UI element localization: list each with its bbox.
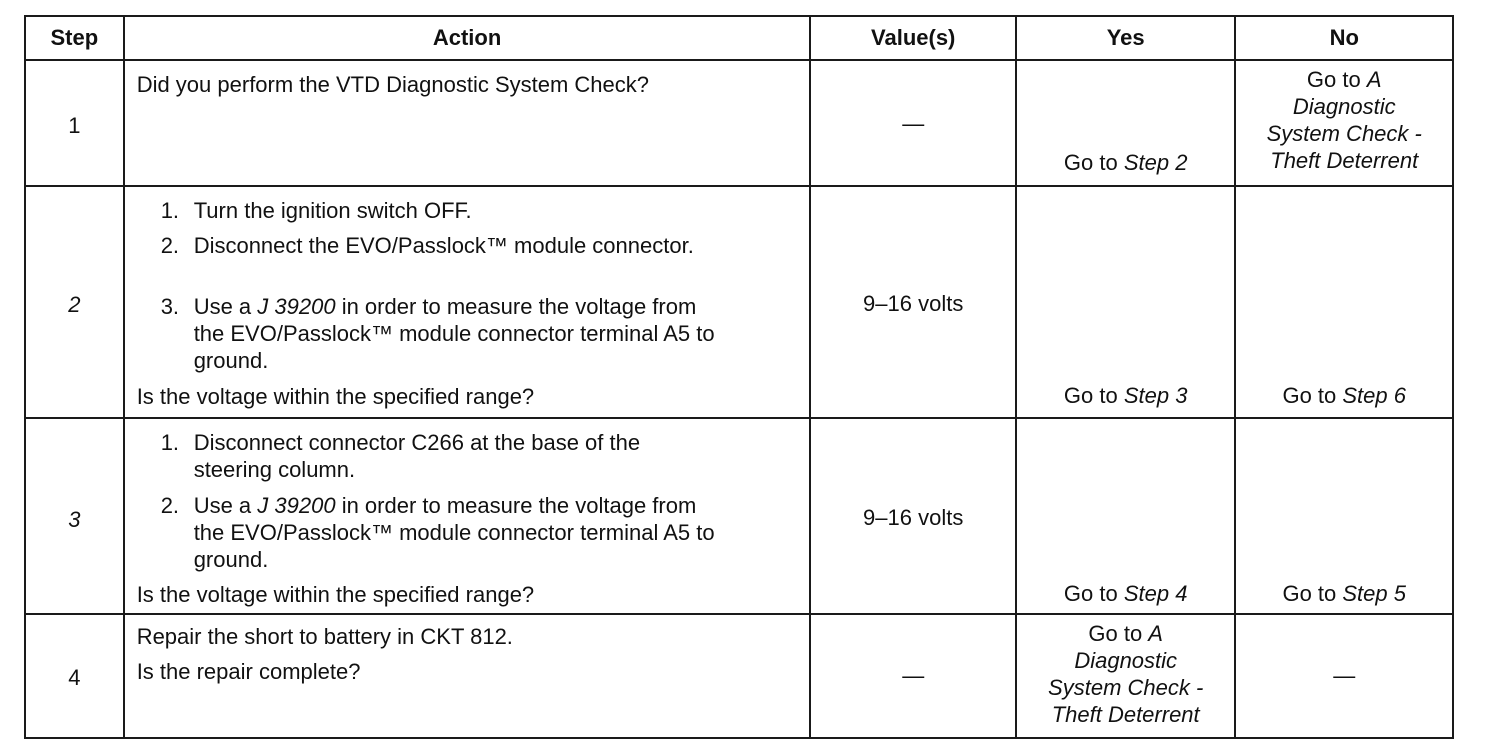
value-text: 9–16 volts [863, 291, 964, 316]
tool-ref: J 39200 [257, 294, 336, 319]
list-number: 2. [160, 233, 180, 258]
table-row-step-3 [25, 418, 1453, 614]
header-yes: Yes [1016, 16, 1236, 60]
value-text: — [902, 663, 925, 688]
header-values: Value(s) [810, 16, 1015, 60]
goto-target-line: Diagnostic [1292, 94, 1396, 119]
yes-goto-link[interactable] [1017, 620, 1235, 647]
goto-target: Step 3 [1123, 383, 1188, 408]
action-question: Is the repair complete? [136, 659, 361, 684]
yes-goto-link[interactable] [1017, 580, 1235, 607]
action-cell [124, 418, 811, 614]
table-row-step-4 [25, 614, 1453, 738]
yes-cell [1016, 418, 1236, 614]
value-cell [810, 60, 1015, 186]
step-number: 1 [68, 113, 81, 138]
list-number: 1. [160, 430, 180, 455]
goto-target-line: Theft Deterrent [1270, 148, 1419, 173]
goto-target: Step 4 [1123, 581, 1188, 606]
diagnostic-table [24, 15, 1454, 739]
step-number: 3 [68, 507, 81, 532]
action-question: Is the voltage within the specified range? [136, 384, 535, 409]
action-cell [124, 186, 811, 418]
no-cell [1235, 418, 1453, 614]
no-text: — [1333, 663, 1356, 688]
goto-target-line: System Check - [1266, 121, 1422, 146]
list-number: 3. [160, 294, 180, 319]
header-no: No [1235, 16, 1453, 60]
yes-cell [1016, 614, 1236, 738]
goto-prefix: Go to [1306, 67, 1367, 92]
value-text: 9–16 volts [863, 505, 964, 530]
goto-prefix: Go to [1063, 150, 1124, 175]
value-cell [810, 418, 1015, 614]
step-cell [25, 60, 124, 186]
list-text: Use a J 39200 in order to measure the voltage from [193, 493, 697, 518]
no-goto-link[interactable] [1236, 66, 1452, 93]
yes-cell [1016, 60, 1236, 186]
list-text-cont: ground. [193, 348, 269, 373]
action-cell [124, 60, 811, 186]
goto-target-line: System Check - [1048, 675, 1204, 700]
yes-cell [1016, 186, 1236, 418]
goto-target: Step 2 [1123, 150, 1188, 175]
goto-prefix: Go to [1282, 383, 1343, 408]
diagnostic-table-frame [24, 15, 1454, 738]
value-cell [810, 614, 1015, 738]
action-question: Is the voltage within the specified range? [136, 582, 535, 607]
step-cell [25, 614, 124, 738]
step-number: 4 [68, 665, 81, 690]
goto-prefix: Go to [1088, 621, 1149, 646]
list-number: 2. [160, 493, 180, 518]
yes-goto-link[interactable] [1017, 149, 1235, 176]
goto-target: A [1148, 621, 1163, 646]
list-text-cont: the EVO/Passlock™ module connector terminal A5 to [193, 321, 715, 346]
table-row-step-1 [25, 60, 1453, 186]
step-number: 2 [68, 292, 81, 317]
list-text: Use a J 39200 in order to measure the voltage from [193, 294, 697, 319]
no-cell [1235, 186, 1453, 418]
action-text: Repair the short to battery in CKT 812. [136, 624, 513, 649]
goto-target-line: Theft Deterrent [1051, 702, 1200, 727]
header-step: Step [25, 16, 124, 60]
header-row [25, 16, 1453, 60]
goto-target: Step 6 [1342, 383, 1406, 408]
goto-prefix: Go to [1282, 581, 1343, 606]
step-cell [25, 186, 124, 418]
action-cell [124, 614, 811, 738]
list-text-cont: the EVO/Passlock™ module connector terminal A5 to [193, 520, 715, 545]
no-cell [1235, 60, 1453, 186]
list-text-cont: ground. [193, 547, 269, 572]
goto-target: A [1366, 67, 1382, 92]
value-text: — [902, 111, 925, 136]
action-text: Did you perform the VTD Diagnostic System Check? [136, 72, 649, 97]
value-cell [810, 186, 1015, 418]
no-goto-link[interactable] [1236, 580, 1452, 607]
no-cell [1235, 614, 1453, 738]
no-goto-link[interactable] [1236, 382, 1452, 409]
header-action: Action [124, 16, 811, 60]
yes-goto-link[interactable] [1017, 382, 1235, 409]
list-text: Disconnect the EVO/Passlock™ module connector. [193, 233, 694, 258]
list-text: Disconnect connector C266 at the base of the [193, 430, 641, 455]
table-row-step-2 [25, 186, 1453, 418]
list-text: Turn the ignition switch OFF. [193, 198, 472, 223]
step-cell [25, 418, 124, 614]
goto-prefix: Go to [1063, 581, 1124, 606]
goto-target-line: Diagnostic [1074, 648, 1178, 673]
list-text-cont: steering column. [193, 457, 356, 482]
tool-ref: J 39200 [257, 493, 336, 518]
list-number: 1. [160, 198, 180, 223]
goto-prefix: Go to [1063, 383, 1124, 408]
goto-target: Step 5 [1342, 581, 1406, 606]
